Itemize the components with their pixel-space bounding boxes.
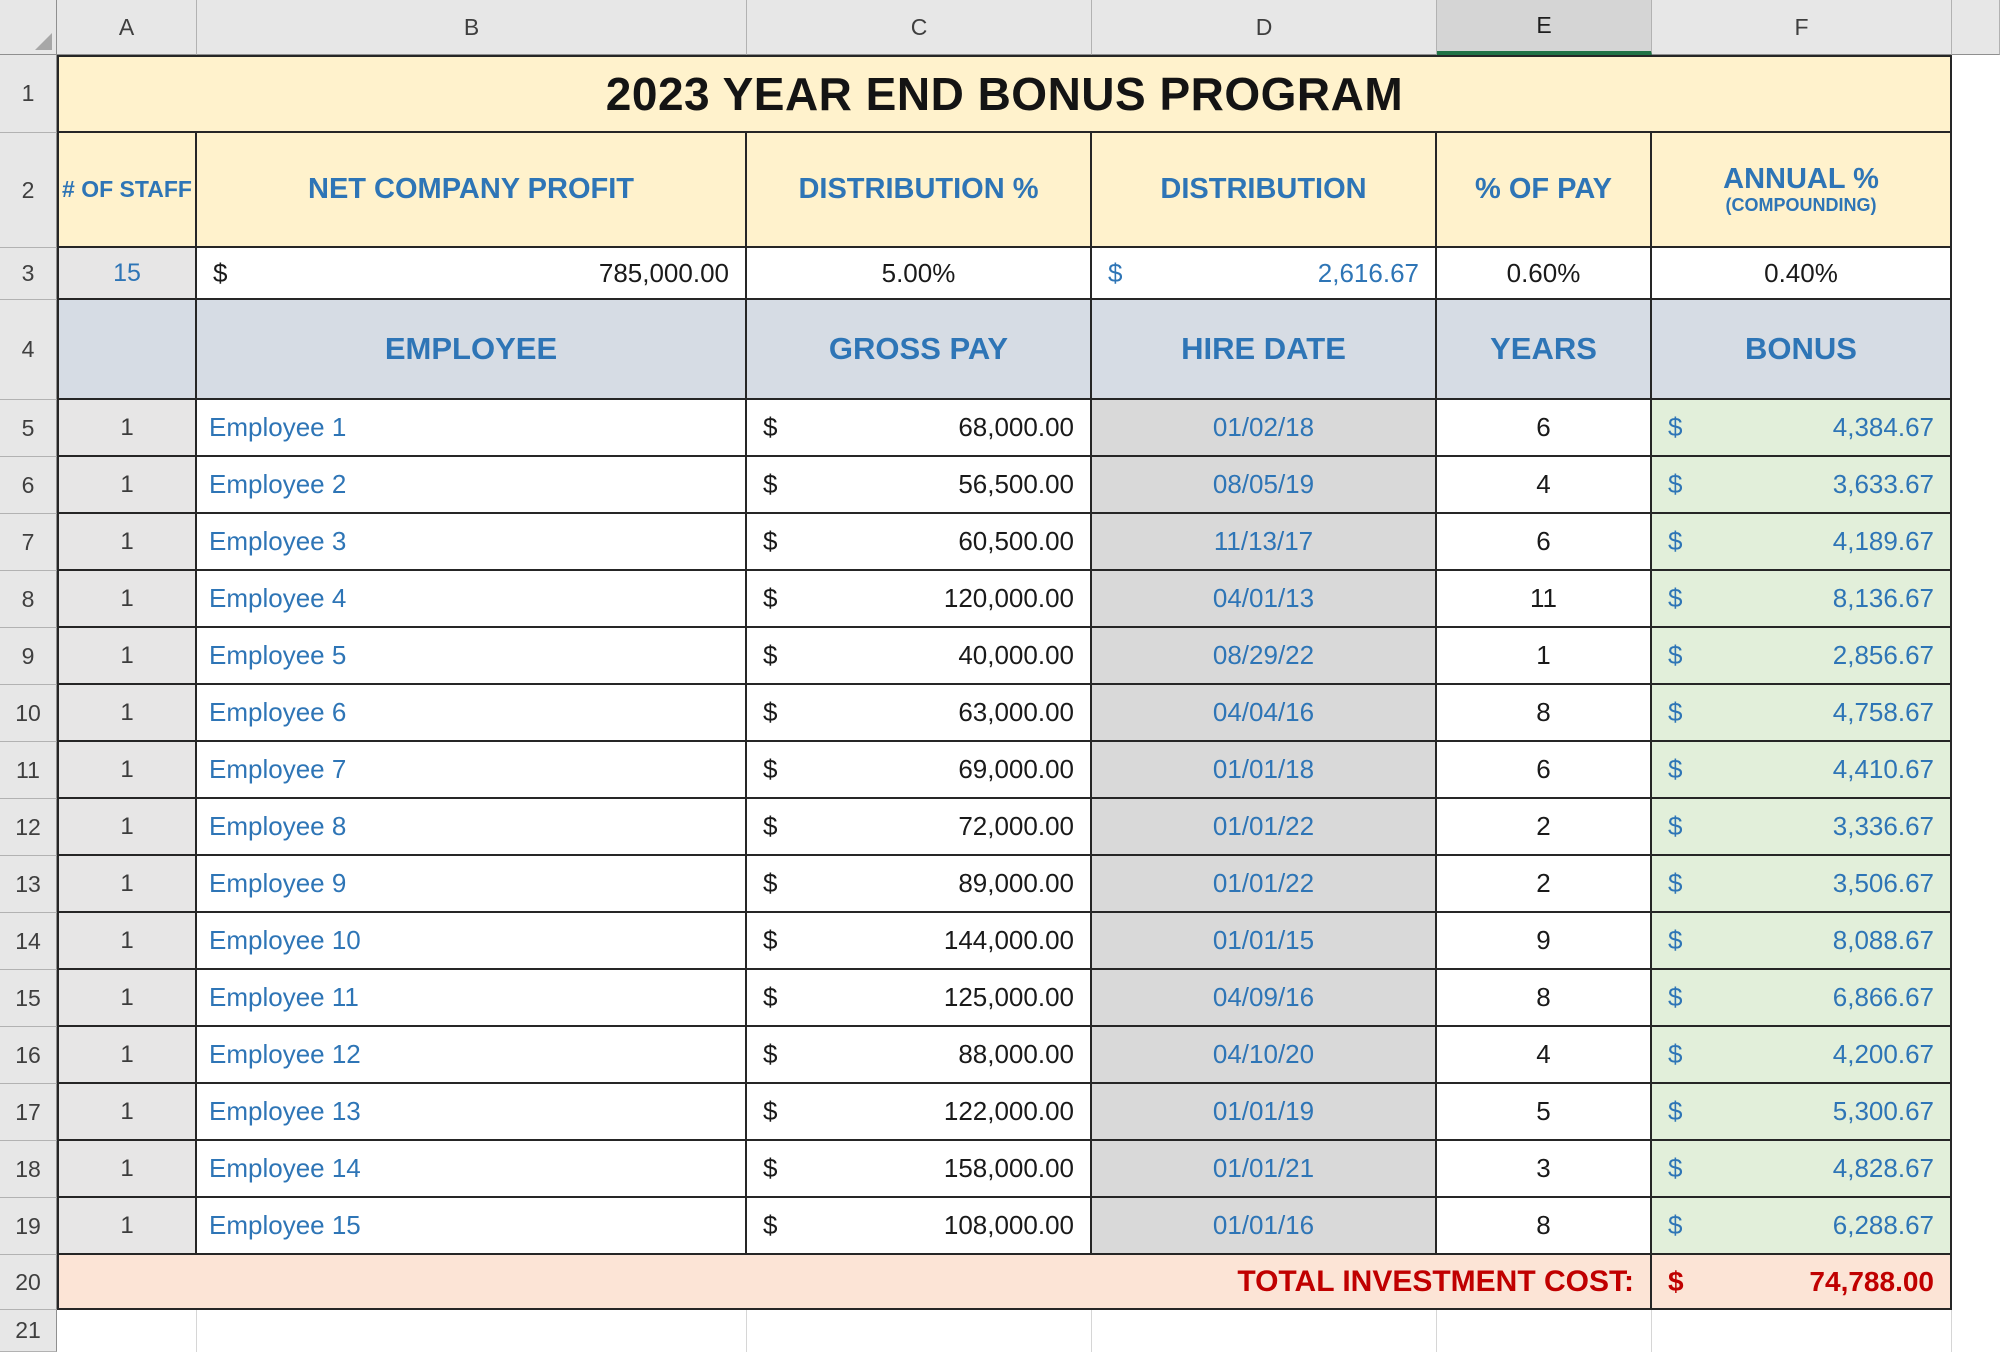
header-distribution[interactable]: DISTRIBUTION xyxy=(1092,133,1437,248)
gross-pay-amount: 63,000.00 xyxy=(958,697,1074,727)
cell-hire-date[interactable]: 08/29/22 xyxy=(1092,628,1437,685)
row-header-7[interactable]: 7 xyxy=(0,514,57,571)
bonus-amount: 6,288.67 xyxy=(1832,1210,1934,1240)
cell-years[interactable]: 3 xyxy=(1437,1141,1652,1198)
distribution-amount: 2,616.67 xyxy=(1317,257,1419,288)
bonus-amount: 4,758.67 xyxy=(1832,697,1934,727)
cell-years[interactable]: 11 xyxy=(1437,571,1652,628)
cell-bonus[interactable] xyxy=(1652,628,1952,685)
bonus-amount: 4,189.67 xyxy=(1832,526,1934,556)
cell-bonus[interactable] xyxy=(1652,742,1952,799)
cell-employee-name[interactable]: Employee 6 xyxy=(197,685,747,742)
currency-symbol: $ xyxy=(1668,1265,1684,1297)
cell-staff-count[interactable]: 1 xyxy=(57,970,197,1027)
empty-cell[interactable] xyxy=(197,1310,747,1352)
currency-symbol: $ xyxy=(213,257,228,288)
header-bonus[interactable]: BONUS xyxy=(1652,300,1952,400)
cell-employee-name[interactable]: Employee 14 xyxy=(197,1141,747,1198)
cell-hire-date[interactable]: 01/01/18 xyxy=(1092,742,1437,799)
cell-gross-pay[interactable] xyxy=(747,913,1092,970)
cell-staff-total[interactable]: 15 xyxy=(57,248,197,300)
currency-symbol: $ xyxy=(1108,257,1123,288)
cell-years[interactable]: 2 xyxy=(1437,799,1652,856)
cell-gross-pay[interactable] xyxy=(747,970,1092,1027)
currency-symbol: $ xyxy=(1668,583,1683,613)
currency-symbol: $ xyxy=(763,982,778,1012)
cell-bonus[interactable] xyxy=(1652,1198,1952,1255)
annual-pct-sub-label: (COMPOUNDING) xyxy=(1725,195,1877,216)
cell-bonus[interactable] xyxy=(1652,457,1952,514)
row-header-14[interactable]: 14 xyxy=(0,913,57,970)
bonus-amount: 4,828.67 xyxy=(1832,1153,1934,1183)
row-header-16[interactable]: 16 xyxy=(0,1027,57,1084)
cell-employee-name[interactable]: Employee 5 xyxy=(197,628,747,685)
cell-staff-count[interactable]: 1 xyxy=(57,913,197,970)
cell-hire-date[interactable]: 01/01/21 xyxy=(1092,1141,1437,1198)
title-cell[interactable]: 2023 YEAR END BONUS PROGRAM xyxy=(57,55,1952,133)
currency-symbol: $ xyxy=(763,583,778,613)
header-hire-date[interactable]: HIRE DATE xyxy=(1092,300,1437,400)
cell-years[interactable]: 8 xyxy=(1437,970,1652,1027)
gross-pay-amount: 68,000.00 xyxy=(958,412,1074,442)
currency-symbol: $ xyxy=(1668,1210,1683,1240)
currency-symbol: $ xyxy=(763,811,778,841)
cell-employee-name[interactable]: Employee 3 xyxy=(197,514,747,571)
select-all-triangle-icon xyxy=(35,33,52,50)
gross-pay-amount: 122,000.00 xyxy=(943,1096,1074,1126)
cell-years[interactable]: 6 xyxy=(1437,400,1652,457)
cell-bonus[interactable] xyxy=(1652,685,1952,742)
currency-symbol: $ xyxy=(1668,412,1683,442)
row-header-18[interactable]: 18 xyxy=(0,1141,57,1198)
cell-staff-count[interactable]: 1 xyxy=(57,457,197,514)
gross-pay-amount: 108,000.00 xyxy=(943,1210,1074,1240)
cell-employee-name[interactable]: Employee 4 xyxy=(197,571,747,628)
bonus-amount: 3,633.67 xyxy=(1832,469,1934,499)
cell-staff-count[interactable]: 1 xyxy=(57,856,197,913)
currency-symbol: $ xyxy=(1668,469,1683,499)
cell-hire-date[interactable]: 11/13/17 xyxy=(1092,514,1437,571)
row-header-1[interactable]: 1 xyxy=(0,55,57,133)
cell-employee-name[interactable]: Employee 11 xyxy=(197,970,747,1027)
cell-distribution[interactable] xyxy=(1092,248,1437,300)
column-header-e-selected[interactable]: E xyxy=(1437,0,1652,55)
cell-staff-count[interactable]: 1 xyxy=(57,1027,197,1084)
cell-gross-pay[interactable] xyxy=(747,628,1092,685)
cell-hire-date[interactable]: 08/05/19 xyxy=(1092,457,1437,514)
cell-hire-date[interactable]: 01/02/18 xyxy=(1092,400,1437,457)
currency-symbol: $ xyxy=(763,754,778,784)
row-header-4[interactable]: 4 xyxy=(0,300,57,400)
row-header-2[interactable]: 2 xyxy=(0,133,57,248)
cell-staff-count[interactable]: 1 xyxy=(57,1084,197,1141)
header-years[interactable]: YEARS xyxy=(1437,300,1652,400)
cell-staff-count[interactable]: 1 xyxy=(57,1198,197,1255)
gross-pay-amount: 40,000.00 xyxy=(958,640,1074,670)
gross-pay-amount: 120,000.00 xyxy=(943,583,1074,613)
cell-hire-date[interactable]: 01/01/15 xyxy=(1092,913,1437,970)
row-header-8[interactable]: 8 xyxy=(0,571,57,628)
cell-gross-pay[interactable] xyxy=(747,1084,1092,1141)
cell-pct-of-pay[interactable]: 0.60% xyxy=(1437,248,1652,300)
currency-symbol: $ xyxy=(1668,982,1683,1012)
row-header-19[interactable]: 19 xyxy=(0,1198,57,1255)
cell-staff-count[interactable]: 1 xyxy=(57,1141,197,1198)
currency-symbol: $ xyxy=(1668,640,1683,670)
gross-pay-amount: 72,000.00 xyxy=(958,811,1074,841)
currency-symbol: $ xyxy=(1668,811,1683,841)
cell-years[interactable]: 5 xyxy=(1437,1084,1652,1141)
cell-bonus[interactable] xyxy=(1652,856,1952,913)
column-header-filler xyxy=(1952,0,2000,55)
currency-symbol: $ xyxy=(763,1039,778,1069)
currency-symbol: $ xyxy=(1668,868,1683,898)
cell-gross-pay[interactable] xyxy=(747,457,1092,514)
cell-gross-pay[interactable] xyxy=(747,856,1092,913)
row-header-3[interactable]: 3 xyxy=(0,248,57,300)
bonus-amount: 3,336.67 xyxy=(1832,811,1934,841)
empty-cell[interactable] xyxy=(57,1310,197,1352)
currency-symbol: $ xyxy=(763,412,778,442)
bonus-amount: 5,300.67 xyxy=(1832,1096,1934,1126)
cell-employee-name[interactable]: Employee 7 xyxy=(197,742,747,799)
header-net-company-profit[interactable]: NET COMPANY PROFIT xyxy=(197,133,747,248)
cell-years[interactable]: 6 xyxy=(1437,742,1652,799)
currency-symbol: $ xyxy=(1668,1096,1683,1126)
row-header-11[interactable]: 11 xyxy=(0,742,57,799)
gross-pay-amount: 88,000.00 xyxy=(958,1039,1074,1069)
cell-hire-date[interactable]: 04/04/16 xyxy=(1092,685,1437,742)
cell-gross-pay[interactable] xyxy=(747,1027,1092,1084)
header-num-staff[interactable]: # OF STAFF xyxy=(57,133,197,248)
cell-years[interactable]: 4 xyxy=(1437,457,1652,514)
cell-bonus[interactable] xyxy=(1652,400,1952,457)
currency-symbol: $ xyxy=(763,640,778,670)
bonus-amount: 2,856.67 xyxy=(1832,640,1934,670)
row-header-10[interactable]: 10 xyxy=(0,685,57,742)
cell-gross-pay[interactable] xyxy=(747,799,1092,856)
cell-hire-date[interactable]: 04/09/16 xyxy=(1092,970,1437,1027)
cell-staff-count[interactable]: 1 xyxy=(57,514,197,571)
cell-staff-count[interactable]: 1 xyxy=(57,628,197,685)
cell-staff-count[interactable]: 1 xyxy=(57,799,197,856)
currency-symbol: $ xyxy=(763,1096,778,1126)
cell-staff-count[interactable]: 1 xyxy=(57,742,197,799)
cell-bonus[interactable] xyxy=(1652,913,1952,970)
cell-hire-date[interactable]: 01/01/22 xyxy=(1092,799,1437,856)
bonus-amount: 3,506.67 xyxy=(1832,868,1934,898)
row-header-5[interactable]: 5 xyxy=(0,400,57,457)
cell-employee-name[interactable]: Employee 13 xyxy=(197,1084,747,1141)
cell-gross-pay[interactable] xyxy=(747,742,1092,799)
column-header-b[interactable]: B xyxy=(197,0,747,55)
cell-bonus[interactable] xyxy=(1652,571,1952,628)
bonus-amount: 4,410.67 xyxy=(1832,754,1934,784)
column-header-c[interactable]: C xyxy=(747,0,1092,55)
column-header-a[interactable]: A xyxy=(57,0,197,55)
cell-years[interactable]: 6 xyxy=(1437,514,1652,571)
row-header-6[interactable]: 6 xyxy=(0,457,57,514)
empty-cell[interactable] xyxy=(1652,1310,1952,1352)
cell-bonus[interactable] xyxy=(1652,514,1952,571)
total-amount: 74,788.00 xyxy=(1809,1265,1934,1297)
cell-net-profit[interactable] xyxy=(197,248,747,300)
gross-pay-amount: 125,000.00 xyxy=(943,982,1074,1012)
cell-employee-name[interactable]: Employee 15 xyxy=(197,1198,747,1255)
cell-hire-date[interactable]: 04/01/13 xyxy=(1092,571,1437,628)
cell-employee-name[interactable]: Employee 1 xyxy=(197,400,747,457)
cell-gross-pay[interactable] xyxy=(747,571,1092,628)
header-gross-pay[interactable]: GROSS PAY xyxy=(747,300,1092,400)
currency-symbol: $ xyxy=(1668,925,1683,955)
cell-staff-count[interactable]: 1 xyxy=(57,400,197,457)
cell-hire-date[interactable]: 01/01/22 xyxy=(1092,856,1437,913)
cell-hire-date[interactable]: 01/01/19 xyxy=(1092,1084,1437,1141)
row-header-13[interactable]: 13 xyxy=(0,856,57,913)
currency-symbol: $ xyxy=(763,1210,778,1240)
cell-hire-date[interactable]: 01/01/16 xyxy=(1092,1198,1437,1255)
cell-employee-name[interactable]: Employee 2 xyxy=(197,457,747,514)
row-header-21[interactable]: 21 xyxy=(0,1310,57,1352)
currency-symbol: $ xyxy=(1668,526,1683,556)
cell-years[interactable]: 2 xyxy=(1437,856,1652,913)
cell-bonus[interactable] xyxy=(1652,799,1952,856)
column-header-f[interactable]: F xyxy=(1652,0,1952,55)
header-distribution-pct[interactable]: DISTRIBUTION % xyxy=(747,133,1092,248)
gross-pay-amount: 89,000.00 xyxy=(958,868,1074,898)
cell-gross-pay[interactable] xyxy=(747,400,1092,457)
currency-symbol: $ xyxy=(763,697,778,727)
cell-bonus[interactable] xyxy=(1652,1141,1952,1198)
select-all-corner[interactable] xyxy=(0,0,57,55)
total-investment-value[interactable] xyxy=(1652,1255,1952,1310)
row-header-9[interactable]: 9 xyxy=(0,628,57,685)
cell-years[interactable]: 8 xyxy=(1437,685,1652,742)
currency-symbol: $ xyxy=(1668,754,1683,784)
gross-pay-amount: 60,500.00 xyxy=(958,526,1074,556)
cell-years[interactable]: 8 xyxy=(1437,1198,1652,1255)
cell-table-header-spacer[interactable] xyxy=(57,300,197,400)
cell-bonus[interactable] xyxy=(1652,1027,1952,1084)
cell-employee-name[interactable]: Employee 10 xyxy=(197,913,747,970)
row-header-17[interactable]: 17 xyxy=(0,1084,57,1141)
header-annual-pct[interactable] xyxy=(1652,133,1952,248)
cell-staff-count[interactable]: 1 xyxy=(57,571,197,628)
cell-hire-date[interactable]: 04/10/20 xyxy=(1092,1027,1437,1084)
currency-symbol: $ xyxy=(763,526,778,556)
currency-symbol: $ xyxy=(1668,697,1683,727)
gross-pay-amount: 158,000.00 xyxy=(943,1153,1074,1183)
cell-gross-pay[interactable] xyxy=(747,1198,1092,1255)
cell-employee-name[interactable]: Employee 8 xyxy=(197,799,747,856)
currency-symbol: $ xyxy=(763,868,778,898)
cell-years[interactable]: 9 xyxy=(1437,913,1652,970)
row-header-15[interactable]: 15 xyxy=(0,970,57,1027)
empty-cell[interactable] xyxy=(747,1310,1092,1352)
currency-symbol: $ xyxy=(763,469,778,499)
empty-cell[interactable] xyxy=(1092,1310,1437,1352)
cell-employee-name[interactable]: Employee 12 xyxy=(197,1027,747,1084)
cell-gross-pay[interactable] xyxy=(747,685,1092,742)
row-header-12[interactable]: 12 xyxy=(0,799,57,856)
cell-employee-name[interactable]: Employee 9 xyxy=(197,856,747,913)
cell-staff-count[interactable]: 1 xyxy=(57,685,197,742)
currency-symbol: $ xyxy=(1668,1039,1683,1069)
bonus-amount: 4,384.67 xyxy=(1832,412,1934,442)
column-header-d[interactable]: D xyxy=(1092,0,1437,55)
row-header-20[interactable]: 20 xyxy=(0,1255,57,1310)
bonus-amount: 6,866.67 xyxy=(1832,982,1934,1012)
header-pct-of-pay[interactable]: % OF PAY xyxy=(1437,133,1652,248)
cell-annual-pct[interactable]: 0.40% xyxy=(1652,248,1952,300)
currency-symbol: $ xyxy=(1668,1153,1683,1183)
total-investment-label[interactable]: TOTAL INVESTMENT COST: xyxy=(57,1255,1652,1310)
bonus-amount: 4,200.67 xyxy=(1832,1039,1934,1069)
annual-pct-label: ANNUAL % xyxy=(1723,163,1879,196)
bonus-amount: 8,088.67 xyxy=(1832,925,1934,955)
cell-gross-pay[interactable] xyxy=(747,1141,1092,1198)
cell-distribution-pct[interactable]: 5.00% xyxy=(747,248,1092,300)
currency-symbol: $ xyxy=(763,925,778,955)
cell-gross-pay[interactable] xyxy=(747,514,1092,571)
empty-cell[interactable] xyxy=(1437,1310,1652,1352)
net-profit-amount: 785,000.00 xyxy=(598,257,729,288)
cell-bonus[interactable] xyxy=(1652,1084,1952,1141)
bonus-amount: 8,136.67 xyxy=(1832,583,1934,613)
gross-pay-amount: 56,500.00 xyxy=(958,469,1074,499)
gross-pay-amount: 144,000.00 xyxy=(943,925,1074,955)
header-employee[interactable]: EMPLOYEE xyxy=(197,300,747,400)
cell-years[interactable]: 1 xyxy=(1437,628,1652,685)
gross-pay-amount: 69,000.00 xyxy=(958,754,1074,784)
cell-bonus[interactable] xyxy=(1652,970,1952,1027)
cell-years[interactable]: 4 xyxy=(1437,1027,1652,1084)
currency-symbol: $ xyxy=(763,1153,778,1183)
